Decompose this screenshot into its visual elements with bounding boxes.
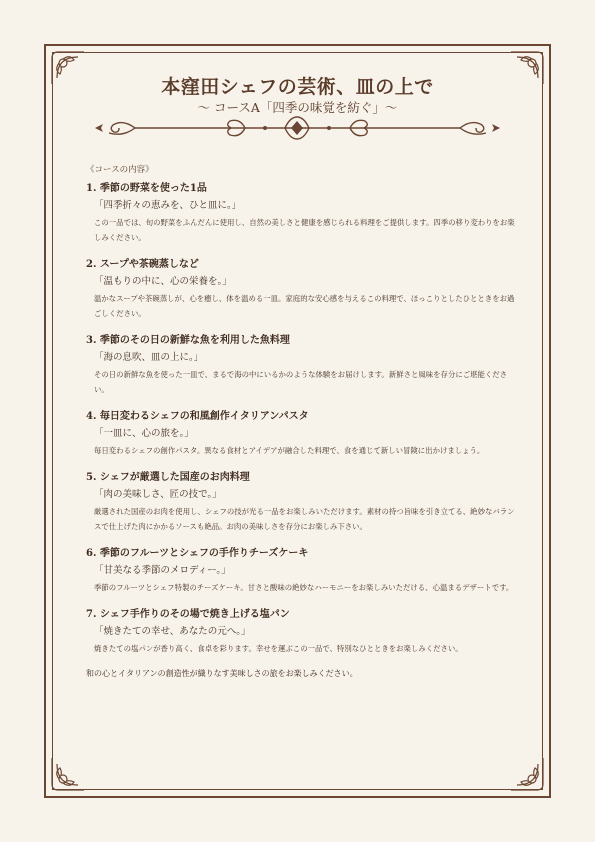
section-label: 《コースの内容》	[86, 165, 154, 175]
course-item-description: 毎日変わるシェフの創作パスタ。異なる食材とアイデアが融合した料理で、食を通じて新しい冒険に出かけましょう。	[94, 446, 485, 455]
course-item-heading: 6. 季節のフルーツとシェフの手作りチーズケーキ	[86, 548, 309, 559]
menu-subtitle: 〜 コースA「四季の味覚を紡ぐ」〜	[197, 100, 398, 115]
course-item-heading: 2. スープや茶碗蒸しなど	[86, 259, 199, 270]
course-item-description: この一品では、旬の野菜をふんだんに使用し、自然の美しさと健康を感じられる料理をご提供します。四季の移り変わりをお楽しみください。	[94, 218, 515, 242]
course-item	[86, 181, 518, 245]
course-item	[86, 470, 518, 534]
course-item-quote: 「焼きたての幸せ、あなたの元へ。」	[94, 626, 251, 637]
course-item-description: 温かなスープや茶碗蒸しが、心を癒し、体を温める一皿。家庭的な安心感を与えるこの料理で、ほっこりとしたひとときをお過ごしください。	[94, 294, 515, 318]
course-item	[86, 607, 518, 656]
course-item-quote: 「海の息吹、皿の上に。」	[94, 352, 204, 363]
course-item-quote: 「四季折々の恵みを、ひと皿に。」	[94, 200, 242, 211]
course-item-quote: 「温もりの中に、心の栄養を。」	[94, 276, 232, 287]
corner-ornament-icon	[507, 754, 547, 794]
course-item-heading: 4. 毎日変わるシェフの和風創作イタリアンパスタ	[86, 411, 309, 422]
course-item-heading: 1. 季節の野菜を使った1品	[86, 183, 207, 194]
course-item-heading: 3. 季節のその日の新鮮な魚を利用した魚料理	[86, 335, 290, 346]
course-item-quote: 「甘美なる季節のメロディー。」	[94, 565, 231, 576]
corner-ornament-icon	[48, 754, 88, 794]
course-item-quote: 「一皿に、心の旅を。」	[94, 428, 194, 439]
course-item	[86, 333, 518, 397]
course-item-heading: 5. シェフが厳選した国産のお肉料理	[86, 472, 250, 483]
course-item	[86, 546, 518, 595]
course-item	[86, 257, 518, 321]
course-content	[86, 163, 518, 679]
course-item	[86, 409, 518, 458]
course-item-description: その日の新鮮な魚を使った一皿で、まるで海の中にいるかのような体験をお届けします。新鮮さと風味を存分にご堪能ください。	[94, 370, 508, 394]
course-item-quote: 「肉の美味しさ、匠の技で。」	[94, 489, 222, 500]
course-item-heading: 7. シェフ手作りのその場で焼き上げる塩パン	[86, 609, 290, 620]
closing-message: 和の心とイタリアンの創造性が織りなす美味しさの旅をお楽しみください。	[86, 669, 358, 678]
menu-title: 本窪田シェフの芸術、皿の上で	[161, 76, 434, 98]
course-item-description: 焼きたての塩パンが香り高く、食卓を彩ります。幸せを運ぶこの一品で、特別なひとときをお楽しみください。	[94, 644, 463, 653]
course-item-description: 季節のフルーツとシェフ特製のチーズケーキ。甘さと酸味の絶妙なハーモニーをお楽しみいただける、心温まるデザートです。	[94, 583, 514, 592]
course-item-description: 厳選された国産のお肉を使用し、シェフの技が光る一品をお楽しみいただけます。素材の持つ旨味を引き立てる、絶妙なバランスで仕上げた肉にかかるソースも絶品。お肉の美味しさを存分にお楽しみ下さい。	[94, 507, 515, 531]
flourish-divider-icon	[95, 113, 500, 143]
